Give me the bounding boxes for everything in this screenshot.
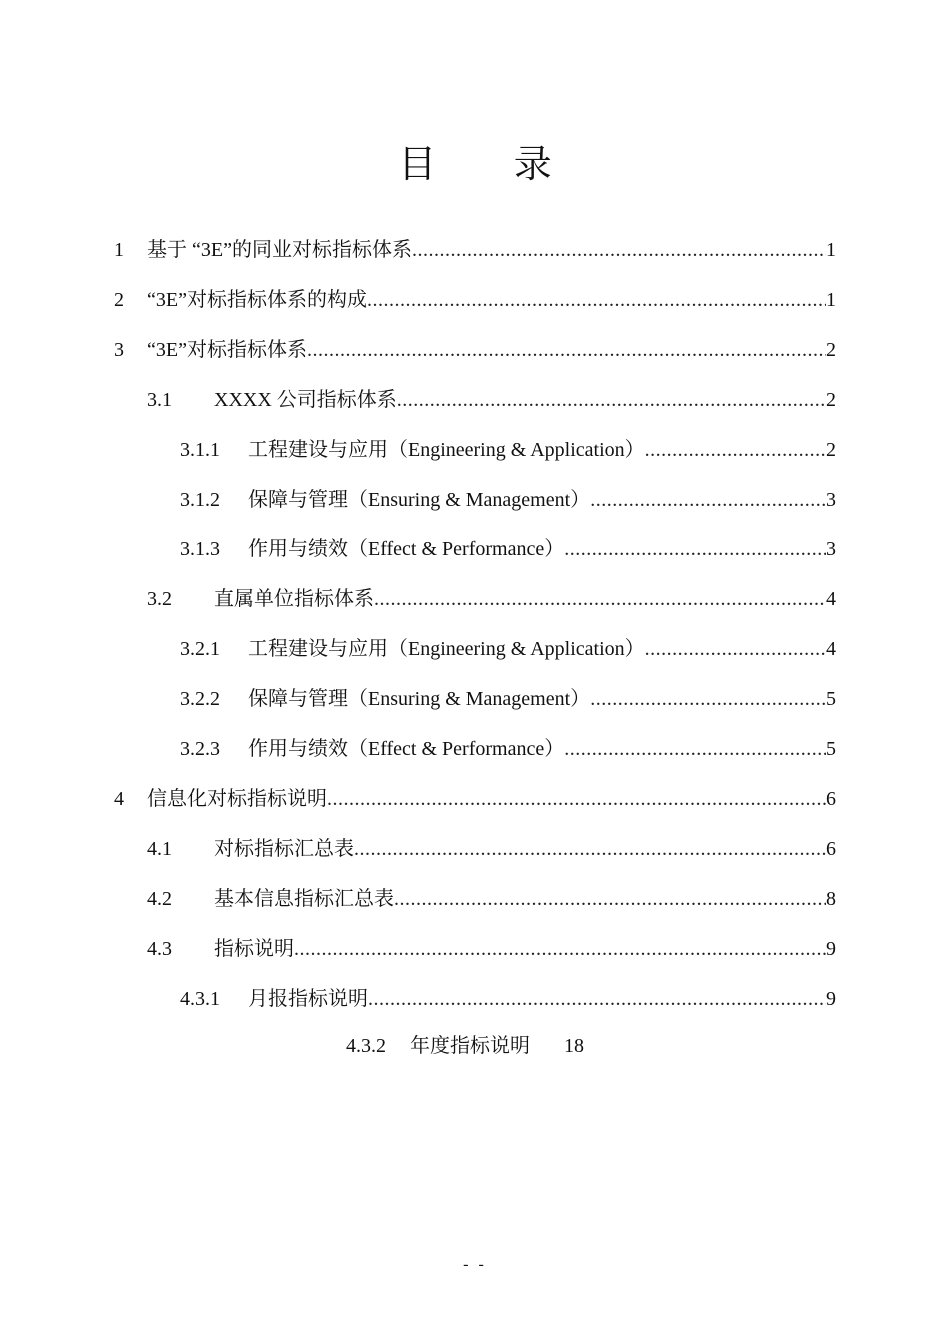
toc-entry-page: 5 <box>826 738 836 760</box>
toc-entry-line <box>248 529 836 569</box>
dot-leader <box>645 629 826 669</box>
toc-entry-number: 3.1.3 <box>180 538 220 561</box>
toc-entry[interactable] <box>0 480 950 520</box>
toc-entry-number: 3.2.3 <box>180 738 220 760</box>
toc-entry[interactable] <box>0 679 950 719</box>
toc-entry-page: 1 <box>826 239 836 261</box>
toc-entry-line <box>214 380 836 420</box>
toc-entry[interactable] <box>0 729 950 769</box>
dot-leader <box>397 380 826 420</box>
dot-leader <box>590 480 826 520</box>
toc-entry-number: 3.1.2 <box>180 488 220 511</box>
toc-entry-title: 信息化对标指标说明 <box>147 787 327 810</box>
toc-entry-number: 4.1 <box>147 837 172 860</box>
toc-entry-page: 4 <box>826 638 836 661</box>
dot-leader <box>327 779 826 819</box>
toc-entry-title: 直属单位指标体系 <box>214 588 374 611</box>
toc-entry-page: 4 <box>826 588 836 611</box>
dot-leader <box>590 679 826 719</box>
toc-entry[interactable] <box>0 829 950 869</box>
toc-entry-line <box>147 230 836 270</box>
toc-entry-number: 3 <box>114 338 124 361</box>
toc-entry-page: 6 <box>826 787 836 810</box>
toc-entry-title: 指标说明 <box>214 937 294 960</box>
toc-entry-title: “3E”对标指标体系 <box>147 338 307 361</box>
toc-entry-title: 对标指标汇总表 <box>214 837 354 860</box>
toc-entry-page: 18 <box>564 1035 584 1057</box>
toc-entry-number: 2 <box>114 288 124 311</box>
dot-leader <box>564 529 826 569</box>
toc-entry[interactable] <box>0 380 950 420</box>
toc-entry-number: 3.1 <box>147 388 172 411</box>
toc-entry-line <box>248 629 836 669</box>
toc-entry[interactable] <box>0 879 950 919</box>
toc-entry-line <box>214 829 836 869</box>
toc-entry-number: 3.1.1 <box>180 438 220 461</box>
page-title: 目 录 <box>398 144 586 186</box>
toc-entry-line <box>248 979 836 1019</box>
toc-entry-number: 4 <box>114 787 124 810</box>
toc-entry-title: “3E”对标指标体系的构成 <box>147 288 367 311</box>
toc-entry-title: 作用与绩效（Effect & Performance） <box>248 738 565 760</box>
toc-entry-title: 月报指标说明 <box>248 987 368 1010</box>
toc-entry-page: 6 <box>826 837 836 860</box>
toc-entry-title: 工程建设与应用（Engineering & Application） <box>248 638 645 661</box>
toc-entry[interactable] <box>0 779 950 819</box>
toc-entry-page: 2 <box>826 388 836 411</box>
toc-entry-unformatted[interactable] <box>346 1026 584 1066</box>
toc-entry-page: 3 <box>826 488 836 511</box>
toc-entry-title: 作用与绩效（Effect & Performance） <box>248 538 565 561</box>
toc-entry-page: 1 <box>826 288 836 311</box>
toc-entry-page: 9 <box>826 937 836 960</box>
toc-entry[interactable] <box>0 629 950 669</box>
dot-leader <box>645 430 826 470</box>
dot-leader <box>394 879 826 919</box>
toc-entry-line <box>147 779 836 819</box>
page-footer: - - <box>463 1256 487 1273</box>
toc-entry-title: 保障与管理（Ensuring & Management） <box>248 688 591 711</box>
toc-entry-number: 3.2.2 <box>180 688 220 711</box>
toc-entry-line <box>248 729 836 769</box>
toc-entry-number: 4.3.2 <box>346 1035 386 1057</box>
toc-entry[interactable] <box>0 979 950 1019</box>
toc-entry-number: 4.3.1 <box>180 987 220 1010</box>
dot-leader <box>368 979 826 1019</box>
dot-leader <box>374 579 826 619</box>
toc-entry-number: 3.2.1 <box>180 638 220 661</box>
dot-leader <box>412 230 826 270</box>
toc-entry[interactable] <box>0 929 950 969</box>
toc-entry-page: 9 <box>826 987 836 1010</box>
toc-entry-page: 5 <box>826 688 836 711</box>
toc-entry-number: 4.3 <box>147 937 172 960</box>
toc-entry-number: 4.2 <box>147 887 172 910</box>
toc-entry-page: 3 <box>826 538 836 561</box>
dot-leader <box>307 330 826 370</box>
toc-entry[interactable] <box>0 280 950 320</box>
toc-entry-page: 2 <box>826 438 836 461</box>
toc-entry[interactable] <box>0 529 950 569</box>
toc-entry-line <box>248 679 836 719</box>
toc-entry-line <box>214 579 836 619</box>
dot-leader <box>564 729 826 769</box>
toc-entry-title: 工程建设与应用（Engineering & Application） <box>248 438 645 461</box>
toc-entry-line <box>214 879 836 919</box>
toc-entry-line <box>214 929 836 969</box>
toc-entry[interactable] <box>0 430 950 470</box>
toc-entry-page: 8 <box>826 887 836 910</box>
dot-leader <box>367 280 826 320</box>
toc-entry[interactable] <box>0 330 950 370</box>
toc-entry-number: 1 <box>114 239 124 261</box>
toc-entry-title: 年度指标说明 <box>410 1035 530 1057</box>
toc-entry-title: 保障与管理（Ensuring & Management） <box>248 488 591 511</box>
dot-leader <box>354 829 826 869</box>
toc-entry-line <box>147 330 836 370</box>
toc-entry-line <box>248 430 836 470</box>
toc-entry[interactable] <box>0 230 950 270</box>
toc-entry-line <box>248 480 836 520</box>
toc-entry[interactable] <box>0 579 950 619</box>
dot-leader <box>294 929 826 969</box>
toc-entry-title: 基于 “3E”的同业对标指标体系 <box>147 239 412 261</box>
toc-entry-page: 2 <box>826 338 836 361</box>
toc-entry-line <box>147 280 836 320</box>
toc-entry-number: 3.2 <box>147 588 172 611</box>
toc-entry-title: 基本信息指标汇总表 <box>214 887 394 910</box>
toc-entry-title: XXXX 公司指标体系 <box>214 388 397 411</box>
